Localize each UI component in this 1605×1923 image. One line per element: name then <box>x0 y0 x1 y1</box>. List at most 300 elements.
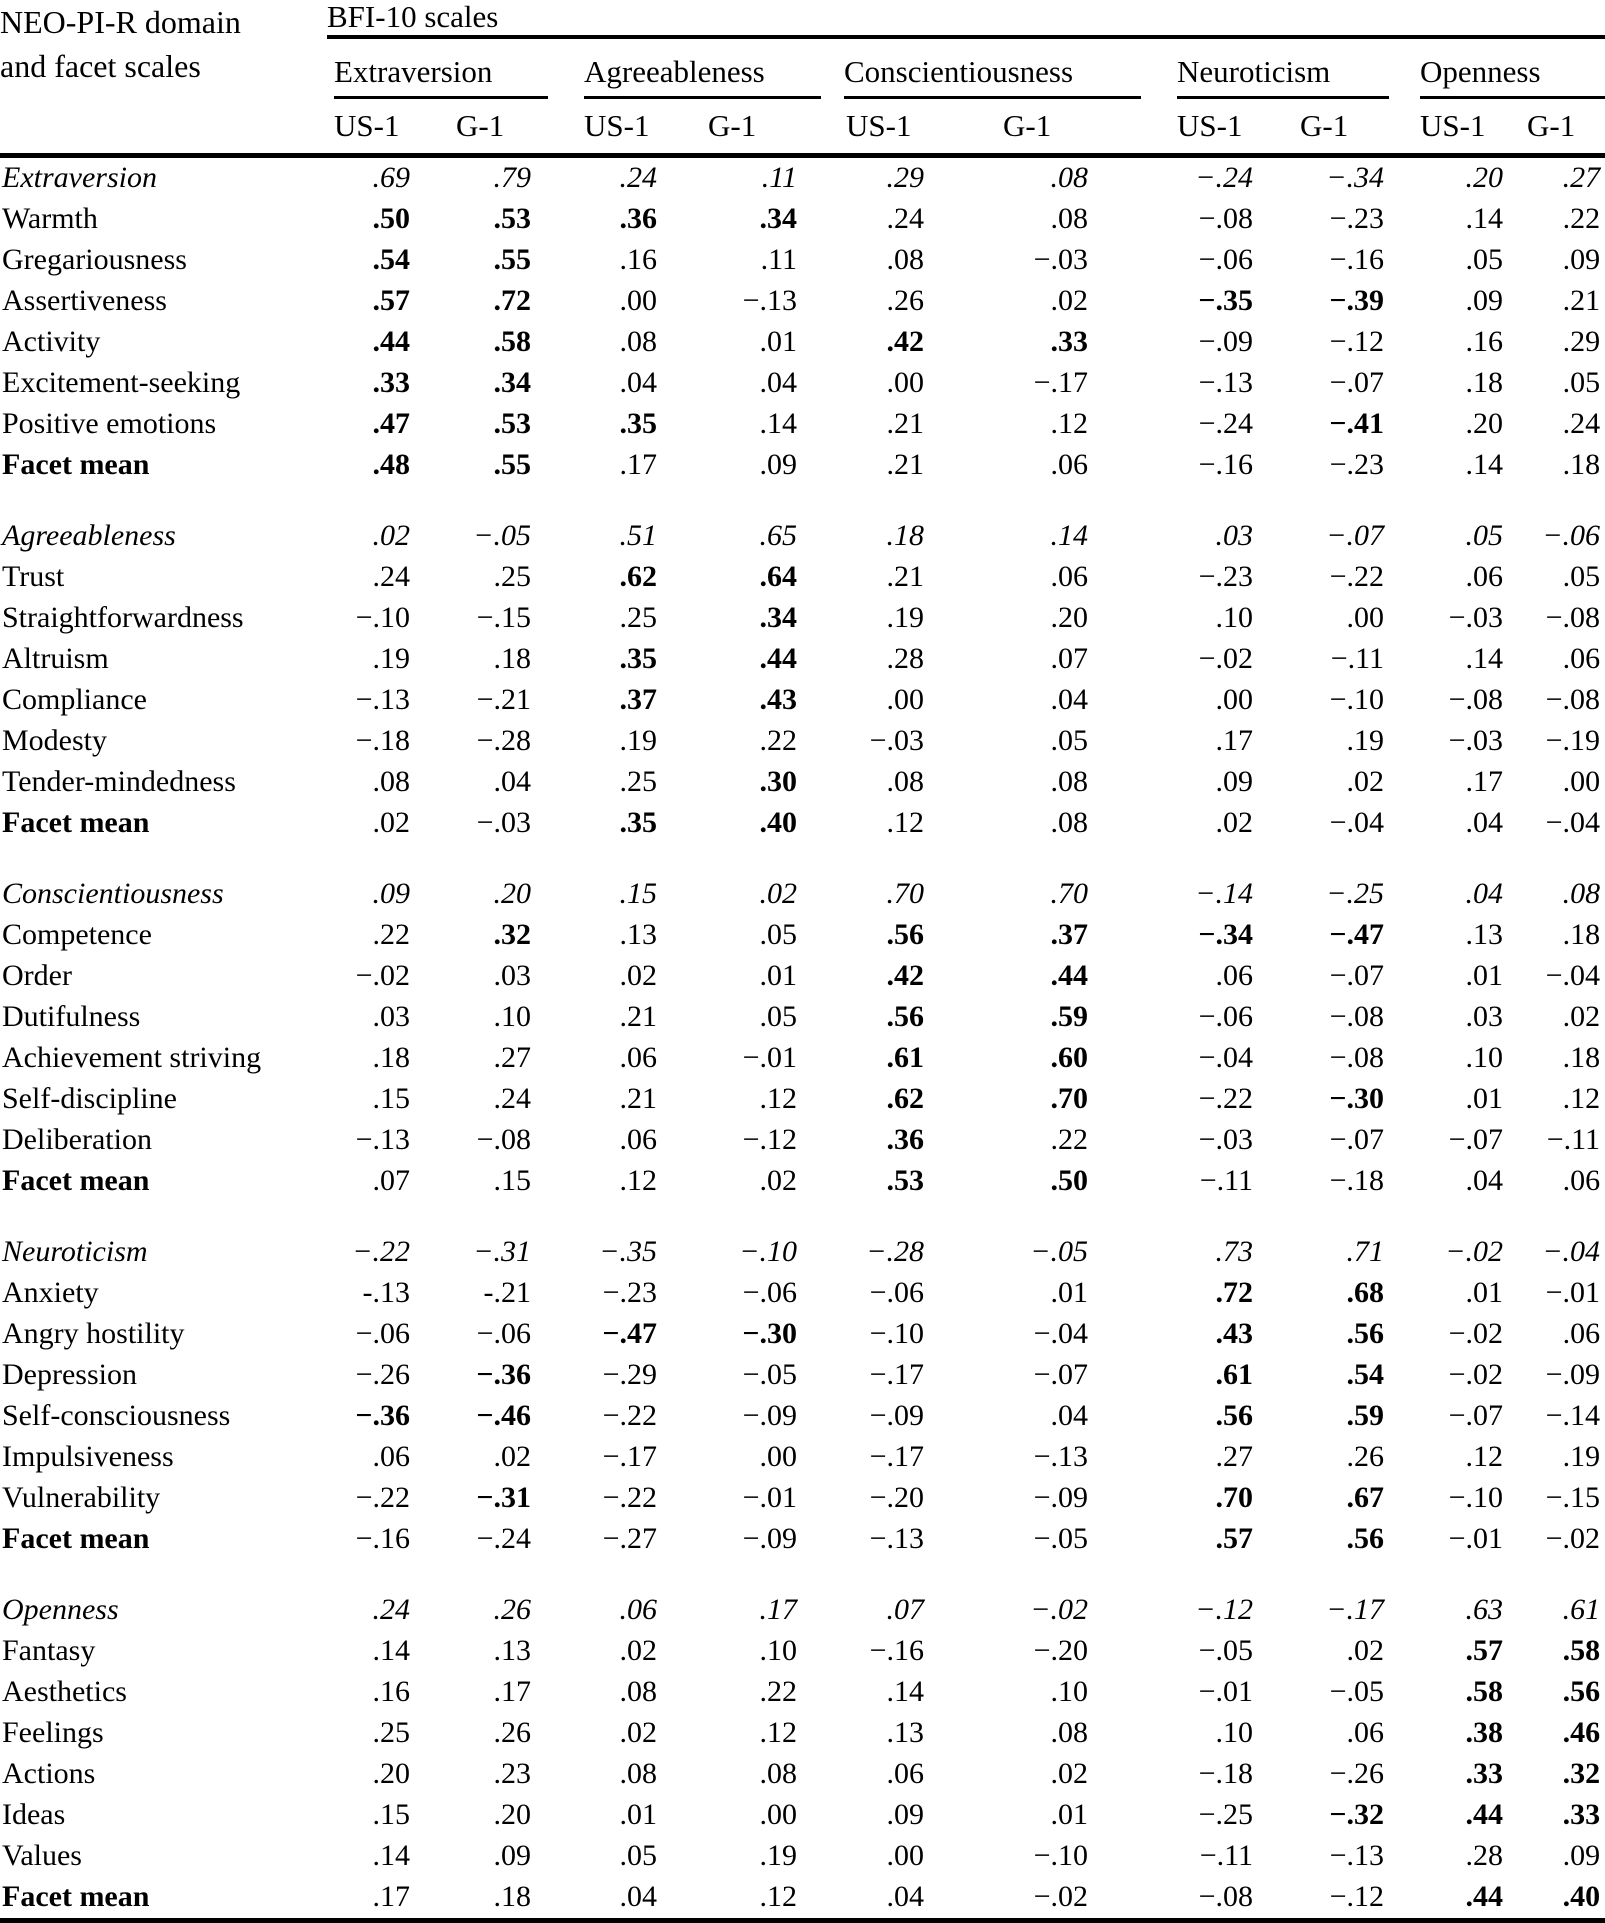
value-cell: −.36 <box>355 1399 410 1432</box>
value-cell: −.09 <box>742 1522 797 1555</box>
value-cell: .64 <box>759 560 797 593</box>
value-cell: .42 <box>886 325 924 358</box>
value-cell: −.10 <box>1033 1839 1088 1872</box>
value-cell: .20 <box>493 877 531 910</box>
value-cell: .02 <box>493 1440 531 1473</box>
row-label: Dutifulness <box>2 1000 141 1033</box>
value-cell: .09 <box>759 448 797 481</box>
value-cell: .08 <box>1050 765 1088 798</box>
value-cell: .33 <box>372 366 410 399</box>
value-cell: .34 <box>759 601 797 634</box>
value-cell: .32 <box>1562 1757 1601 1790</box>
value-cell: .06 <box>1050 448 1088 481</box>
value-cell: −.01 <box>1448 1522 1503 1555</box>
facet-row <box>0 1631 1605 1672</box>
block-spacer <box>0 486 1605 516</box>
value-cell: .58 <box>1562 1634 1601 1667</box>
row-label: Activity <box>2 325 101 358</box>
table-body <box>0 155 1605 1920</box>
row-label: Facet mean <box>2 448 150 481</box>
value-cell: .02 <box>1215 806 1253 839</box>
value-cell: .24 <box>619 161 657 194</box>
row-header-line2: and facet scales <box>0 48 201 84</box>
value-cell: −.07 <box>1329 959 1384 992</box>
value-cell: −.24 <box>1195 161 1253 194</box>
value-cell: .57 <box>1215 1522 1253 1555</box>
value-cell: .46 <box>1562 1716 1601 1749</box>
value-cell: −.47 <box>602 1317 657 1350</box>
value-cell: .01 <box>759 325 797 358</box>
value-cell: .30 <box>759 765 797 798</box>
subcol-header-g-1: G-1 <box>1253 99 1384 155</box>
value-cell: −.02 <box>1033 1880 1088 1913</box>
value-cell: .18 <box>886 519 924 552</box>
group-header-label: Agreeableness <box>584 55 821 99</box>
value-cell: .00 <box>1562 765 1601 798</box>
value-cell: −.09 <box>1198 325 1253 358</box>
value-cell: −.02 <box>1448 1317 1503 1350</box>
block-spacer <box>0 1202 1605 1232</box>
value-cell: .18 <box>493 1880 531 1913</box>
value-cell: .01 <box>1050 1276 1088 1309</box>
facet-row <box>0 721 1605 762</box>
value-cell: .15 <box>372 1082 410 1115</box>
domain-row <box>0 516 1605 557</box>
value-cell: .21 <box>886 448 924 481</box>
facet-row <box>0 322 1605 363</box>
value-cell: .06 <box>1215 959 1253 992</box>
value-cell: −.02 <box>1198 642 1253 675</box>
value-cell: −.08 <box>1448 683 1503 716</box>
subcol-header-us-1: US-1 <box>305 99 410 155</box>
value-cell: −.12 <box>742 1123 797 1156</box>
group-header-label: Conscientiousness <box>844 55 1141 99</box>
value-cell: .06 <box>1346 1716 1384 1749</box>
value-cell: −.08 <box>1329 1000 1384 1033</box>
facet-mean-row <box>0 1161 1605 1202</box>
value-cell: −.09 <box>1545 1358 1601 1391</box>
value-cell: −.10 <box>1448 1481 1503 1514</box>
value-cell: .37 <box>619 683 657 716</box>
value-cell: −.08 <box>1198 202 1253 235</box>
value-cell: .19 <box>1346 724 1384 757</box>
value-cell: .09 <box>886 1798 924 1831</box>
row-label: Tender-mindedness <box>2 765 236 798</box>
value-cell: −.09 <box>869 1399 924 1432</box>
value-cell: .17 <box>372 1880 410 1913</box>
value-cell: .47 <box>372 407 410 440</box>
row-label: Positive emotions <box>2 407 217 440</box>
value-cell: −.13 <box>1033 1440 1088 1473</box>
subcol-header-us-1: US-1 <box>1384 99 1503 155</box>
value-cell: .26 <box>886 284 924 317</box>
value-cell: .73 <box>1215 1235 1253 1268</box>
value-cell: −.07 <box>1326 519 1384 552</box>
value-cell: .04 <box>1465 806 1503 839</box>
value-cell: .08 <box>1050 806 1088 839</box>
value-cell: .18 <box>1562 448 1601 481</box>
value-cell: .70 <box>1215 1481 1253 1514</box>
value-cell: −.25 <box>1326 877 1384 910</box>
value-cell: −.31 <box>473 1235 531 1268</box>
value-cell: .29 <box>1562 325 1601 358</box>
row-label: Self-discipline <box>2 1082 177 1115</box>
value-cell: .04 <box>759 366 797 399</box>
value-cell: .03 <box>1465 1000 1503 1033</box>
value-cell: .53 <box>886 1164 924 1197</box>
value-cell: −.01 <box>742 1481 797 1514</box>
value-cell: −.16 <box>869 1634 924 1667</box>
value-cell: −.14 <box>1195 877 1253 910</box>
value-cell: .44 <box>1050 959 1088 992</box>
value-cell: .27 <box>1215 1440 1253 1473</box>
group-header-label: Openness <box>1420 55 1605 99</box>
value-cell: −.30 <box>742 1317 797 1350</box>
value-cell: .08 <box>619 325 657 358</box>
value-cell: .06 <box>1465 560 1503 593</box>
facet-mean-row <box>0 1877 1605 1921</box>
value-cell: .26 <box>493 1716 531 1749</box>
value-cell: .02 <box>759 877 797 910</box>
value-cell: −.06 <box>476 1317 531 1350</box>
group-header-conscientiousness <box>797 42 1088 99</box>
row-label: Facet mean <box>2 1164 150 1197</box>
value-cell: .53 <box>493 407 531 440</box>
value-cell: .57 <box>1465 1634 1503 1667</box>
value-cell: −.07 <box>1329 366 1384 399</box>
value-cell: .02 <box>619 1634 657 1667</box>
value-cell: −.02 <box>1448 1358 1503 1391</box>
value-cell: .14 <box>1050 519 1088 552</box>
value-cell: −.12 <box>1329 325 1384 358</box>
value-cell: .21 <box>619 1082 657 1115</box>
block-spacer <box>0 844 1605 874</box>
value-cell: .08 <box>372 765 410 798</box>
value-cell: .02 <box>759 1164 797 1197</box>
value-cell: .70 <box>886 877 924 910</box>
value-cell: −.13 <box>742 284 797 317</box>
row-label: Neuroticism <box>2 1235 148 1268</box>
value-cell: .00 <box>1346 601 1384 634</box>
value-cell: −.26 <box>1329 1757 1384 1790</box>
value-cell: .44 <box>372 325 410 358</box>
subcol-header-g-1: G-1 <box>657 99 797 155</box>
value-cell: .12 <box>1050 407 1088 440</box>
value-cell: -.21 <box>483 1276 531 1309</box>
value-cell: .05 <box>1465 519 1503 552</box>
row-label: Achievement striving <box>2 1041 262 1074</box>
value-cell: −.04 <box>1033 1317 1088 1350</box>
value-cell: .03 <box>1215 519 1253 552</box>
row-label: Ideas <box>2 1798 66 1831</box>
value-cell: .29 <box>886 161 924 194</box>
value-cell: −.01 <box>1545 1276 1601 1309</box>
value-cell: .00 <box>619 284 657 317</box>
value-cell: .11 <box>760 243 797 276</box>
value-cell: .58 <box>1465 1675 1503 1708</box>
value-cell: .08 <box>1050 161 1088 194</box>
value-cell: .02 <box>1562 1000 1601 1033</box>
value-cell: .44 <box>1465 1880 1503 1913</box>
row-label: Depression <box>2 1358 137 1391</box>
value-cell: −.36 <box>476 1358 531 1391</box>
value-cell: .54 <box>1346 1358 1384 1391</box>
value-cell: .24 <box>372 1593 410 1626</box>
value-cell: .08 <box>1562 877 1601 910</box>
value-cell: .17 <box>493 1675 531 1708</box>
value-cell: −.30 <box>1329 1082 1384 1115</box>
value-cell: −.04 <box>1198 1041 1253 1074</box>
value-cell: .56 <box>1346 1522 1384 1555</box>
value-cell: .08 <box>619 1757 657 1790</box>
row-header-line1: NEO-PI-R domain <box>0 4 241 40</box>
facet-row <box>0 1038 1605 1079</box>
value-cell: .06 <box>619 1041 657 1074</box>
value-cell: .20 <box>1050 601 1088 634</box>
value-cell: .01 <box>1465 1276 1503 1309</box>
value-cell: −.18 <box>1329 1164 1384 1197</box>
value-cell: −.15 <box>1545 1481 1601 1514</box>
value-cell: .56 <box>1215 1399 1253 1432</box>
facet-row <box>0 1314 1605 1355</box>
subcol-header-us-1: US-1 <box>797 99 924 155</box>
value-cell: .09 <box>1562 1839 1601 1872</box>
value-cell: .05 <box>619 1839 657 1872</box>
value-cell: .37 <box>1050 918 1088 951</box>
value-cell: −.03 <box>1033 243 1088 276</box>
value-cell: .16 <box>619 243 657 276</box>
value-cell: .35 <box>619 407 657 440</box>
subcol-header-g-1: G-1 <box>1503 99 1605 155</box>
value-cell: .00 <box>1215 683 1253 716</box>
value-cell: .25 <box>619 601 657 634</box>
value-cell: .58 <box>493 325 531 358</box>
value-cell: .55 <box>493 243 531 276</box>
value-cell: .12 <box>1465 1440 1503 1473</box>
value-cell: −.07 <box>1033 1358 1088 1391</box>
value-cell: −.22 <box>1329 560 1384 593</box>
value-cell: −.22 <box>602 1481 657 1514</box>
value-cell: .33 <box>1465 1757 1503 1790</box>
value-cell: −.39 <box>1329 284 1384 317</box>
value-cell: .06 <box>1050 560 1088 593</box>
value-cell: .13 <box>1465 918 1503 951</box>
facet-mean-row <box>0 803 1605 844</box>
row-label: Compliance <box>2 683 147 716</box>
value-cell: −.19 <box>1545 724 1601 757</box>
row-label: Facet mean <box>2 806 150 839</box>
value-cell: .24 <box>1562 407 1601 440</box>
value-cell: .21 <box>619 1000 657 1033</box>
value-cell: −.24 <box>476 1522 531 1555</box>
value-cell: .09 <box>493 1839 531 1872</box>
value-cell: .14 <box>759 407 797 440</box>
value-cell: .12 <box>1562 1082 1601 1115</box>
value-cell: −.29 <box>602 1358 657 1391</box>
value-cell: .00 <box>886 1839 924 1872</box>
value-cell: −.27 <box>602 1522 657 1555</box>
value-cell: .00 <box>759 1440 797 1473</box>
span-header-label: BFI-10 scales <box>327 0 1605 39</box>
value-cell: .28 <box>1465 1839 1503 1872</box>
value-cell: .02 <box>1050 284 1088 317</box>
value-cell: .10 <box>493 1000 531 1033</box>
value-cell: −.17 <box>869 1440 924 1473</box>
value-cell: −.13 <box>355 1123 410 1156</box>
value-cell: .18 <box>372 1041 410 1074</box>
row-label: Gregariousness <box>2 243 187 276</box>
value-cell: .14 <box>1465 642 1503 675</box>
row-label: Extraversion <box>2 161 157 194</box>
value-cell: .00 <box>886 683 924 716</box>
value-cell: .06 <box>619 1593 657 1626</box>
facet-row <box>0 1836 1605 1877</box>
value-cell: −.28 <box>476 724 531 757</box>
value-cell: .54 <box>372 243 410 276</box>
value-cell: .22 <box>1050 1123 1088 1156</box>
value-cell: −.02 <box>355 959 410 992</box>
value-cell: −.04 <box>1545 959 1601 992</box>
value-cell: .02 <box>619 1716 657 1749</box>
value-cell: −.03 <box>1198 1123 1253 1156</box>
facet-row <box>0 1672 1605 1713</box>
facet-row <box>0 639 1605 680</box>
value-cell: .24 <box>372 560 410 593</box>
value-cell: .53 <box>493 202 531 235</box>
value-cell: .08 <box>619 1675 657 1708</box>
row-label: Self-consciousness <box>2 1399 231 1432</box>
value-cell: −.05 <box>742 1358 797 1391</box>
value-cell: .01 <box>759 959 797 992</box>
value-cell: .02 <box>1050 1757 1088 1790</box>
value-cell: −.06 <box>1198 1000 1253 1033</box>
row-label: Assertiveness <box>2 284 167 317</box>
value-cell: −.08 <box>1545 683 1601 716</box>
row-label: Aesthetics <box>2 1675 127 1708</box>
value-cell: .24 <box>886 202 924 235</box>
value-cell: .09 <box>1465 284 1503 317</box>
group-header-neuroticism <box>1088 42 1384 99</box>
value-cell: .12 <box>759 1082 797 1115</box>
value-cell: .60 <box>1050 1041 1088 1074</box>
value-cell: .16 <box>372 1675 410 1708</box>
value-cell: .50 <box>1050 1164 1088 1197</box>
value-cell: −.05 <box>1030 1235 1088 1268</box>
value-cell: .38 <box>1465 1716 1503 1749</box>
value-cell: .25 <box>493 560 531 593</box>
value-cell: .07 <box>886 1593 924 1626</box>
value-cell: −.35 <box>1198 284 1253 317</box>
value-cell: −.02 <box>1545 1522 1601 1555</box>
value-cell: −.22 <box>602 1399 657 1432</box>
value-cell: .13 <box>886 1716 924 1749</box>
value-cell: −.23 <box>602 1276 657 1309</box>
value-cell: .04 <box>1465 1164 1503 1197</box>
value-cell: −.18 <box>1198 1757 1253 1790</box>
value-cell: .36 <box>886 1123 924 1156</box>
value-cell: .04 <box>1465 877 1503 910</box>
facet-row <box>0 281 1605 322</box>
value-cell: −.03 <box>869 724 924 757</box>
value-cell: .02 <box>372 519 410 552</box>
spacer-cell <box>0 844 1605 874</box>
value-cell: −.34 <box>1326 161 1384 194</box>
value-cell: .56 <box>1346 1317 1384 1350</box>
value-cell: .16 <box>1465 325 1503 358</box>
value-cell: .50 <box>372 202 410 235</box>
domain-row <box>0 1232 1605 1273</box>
value-cell: −.34 <box>1198 918 1253 951</box>
subcol-header-us-1: US-1 <box>1088 99 1253 155</box>
value-cell: .61 <box>886 1041 924 1074</box>
facet-row <box>0 680 1605 721</box>
value-cell: .06 <box>1562 642 1601 675</box>
value-cell: .01 <box>1465 1082 1503 1115</box>
value-cell: .56 <box>886 918 924 951</box>
value-cell: .27 <box>493 1041 531 1074</box>
facet-row <box>0 956 1605 997</box>
value-cell: −.02 <box>1445 1235 1503 1268</box>
value-cell: −.07 <box>1448 1123 1503 1156</box>
value-cell: .06 <box>1562 1317 1601 1350</box>
facet-row <box>0 1713 1605 1754</box>
row-label: Straightforwardness <box>2 601 244 634</box>
row-label: Vulnerability <box>2 1481 161 1514</box>
value-cell: .19 <box>759 1839 797 1872</box>
value-cell: .22 <box>372 918 410 951</box>
value-cell: .08 <box>1050 1716 1088 1749</box>
value-cell: .21 <box>886 560 924 593</box>
value-cell: .05 <box>759 1000 797 1033</box>
value-cell: .04 <box>1050 683 1088 716</box>
value-cell: .18 <box>1562 1041 1601 1074</box>
value-cell: .19 <box>619 724 657 757</box>
value-cell: −.16 <box>1198 448 1253 481</box>
value-cell: .35 <box>619 806 657 839</box>
subcol-header-g-1: G-1 <box>924 99 1088 155</box>
value-cell: .18 <box>493 642 531 675</box>
facet-row <box>0 240 1605 281</box>
value-cell: .04 <box>619 366 657 399</box>
value-cell: −.08 <box>1198 1880 1253 1913</box>
group-header-agreeableness <box>531 42 797 99</box>
value-cell: −.13 <box>355 683 410 716</box>
facet-row <box>0 1478 1605 1519</box>
value-cell: .23 <box>493 1757 531 1790</box>
subcol-header-us-1: US-1 <box>531 99 657 155</box>
value-cell: .42 <box>886 959 924 992</box>
value-cell: .08 <box>1050 202 1088 235</box>
row-label: Order <box>2 959 72 992</box>
value-cell: .10 <box>1465 1041 1503 1074</box>
value-cell: .22 <box>1562 202 1601 235</box>
value-cell: −.06 <box>1542 519 1601 552</box>
value-cell: −.05 <box>1033 1522 1088 1555</box>
value-cell: −.04 <box>1545 806 1601 839</box>
value-cell: −.07 <box>1329 1123 1384 1156</box>
value-cell: −.26 <box>355 1358 410 1391</box>
value-cell: .09 <box>1562 243 1601 276</box>
span-header-bfi10 <box>305 0 1605 42</box>
row-header-title <box>0 0 305 155</box>
value-cell: .40 <box>759 806 797 839</box>
row-label: Angry hostility <box>2 1317 185 1350</box>
value-cell: .61 <box>1215 1358 1253 1391</box>
block-spacer <box>0 1560 1605 1590</box>
value-cell: −.25 <box>1198 1798 1253 1831</box>
row-label: Agreeableness <box>2 519 176 552</box>
value-cell: .15 <box>619 877 657 910</box>
